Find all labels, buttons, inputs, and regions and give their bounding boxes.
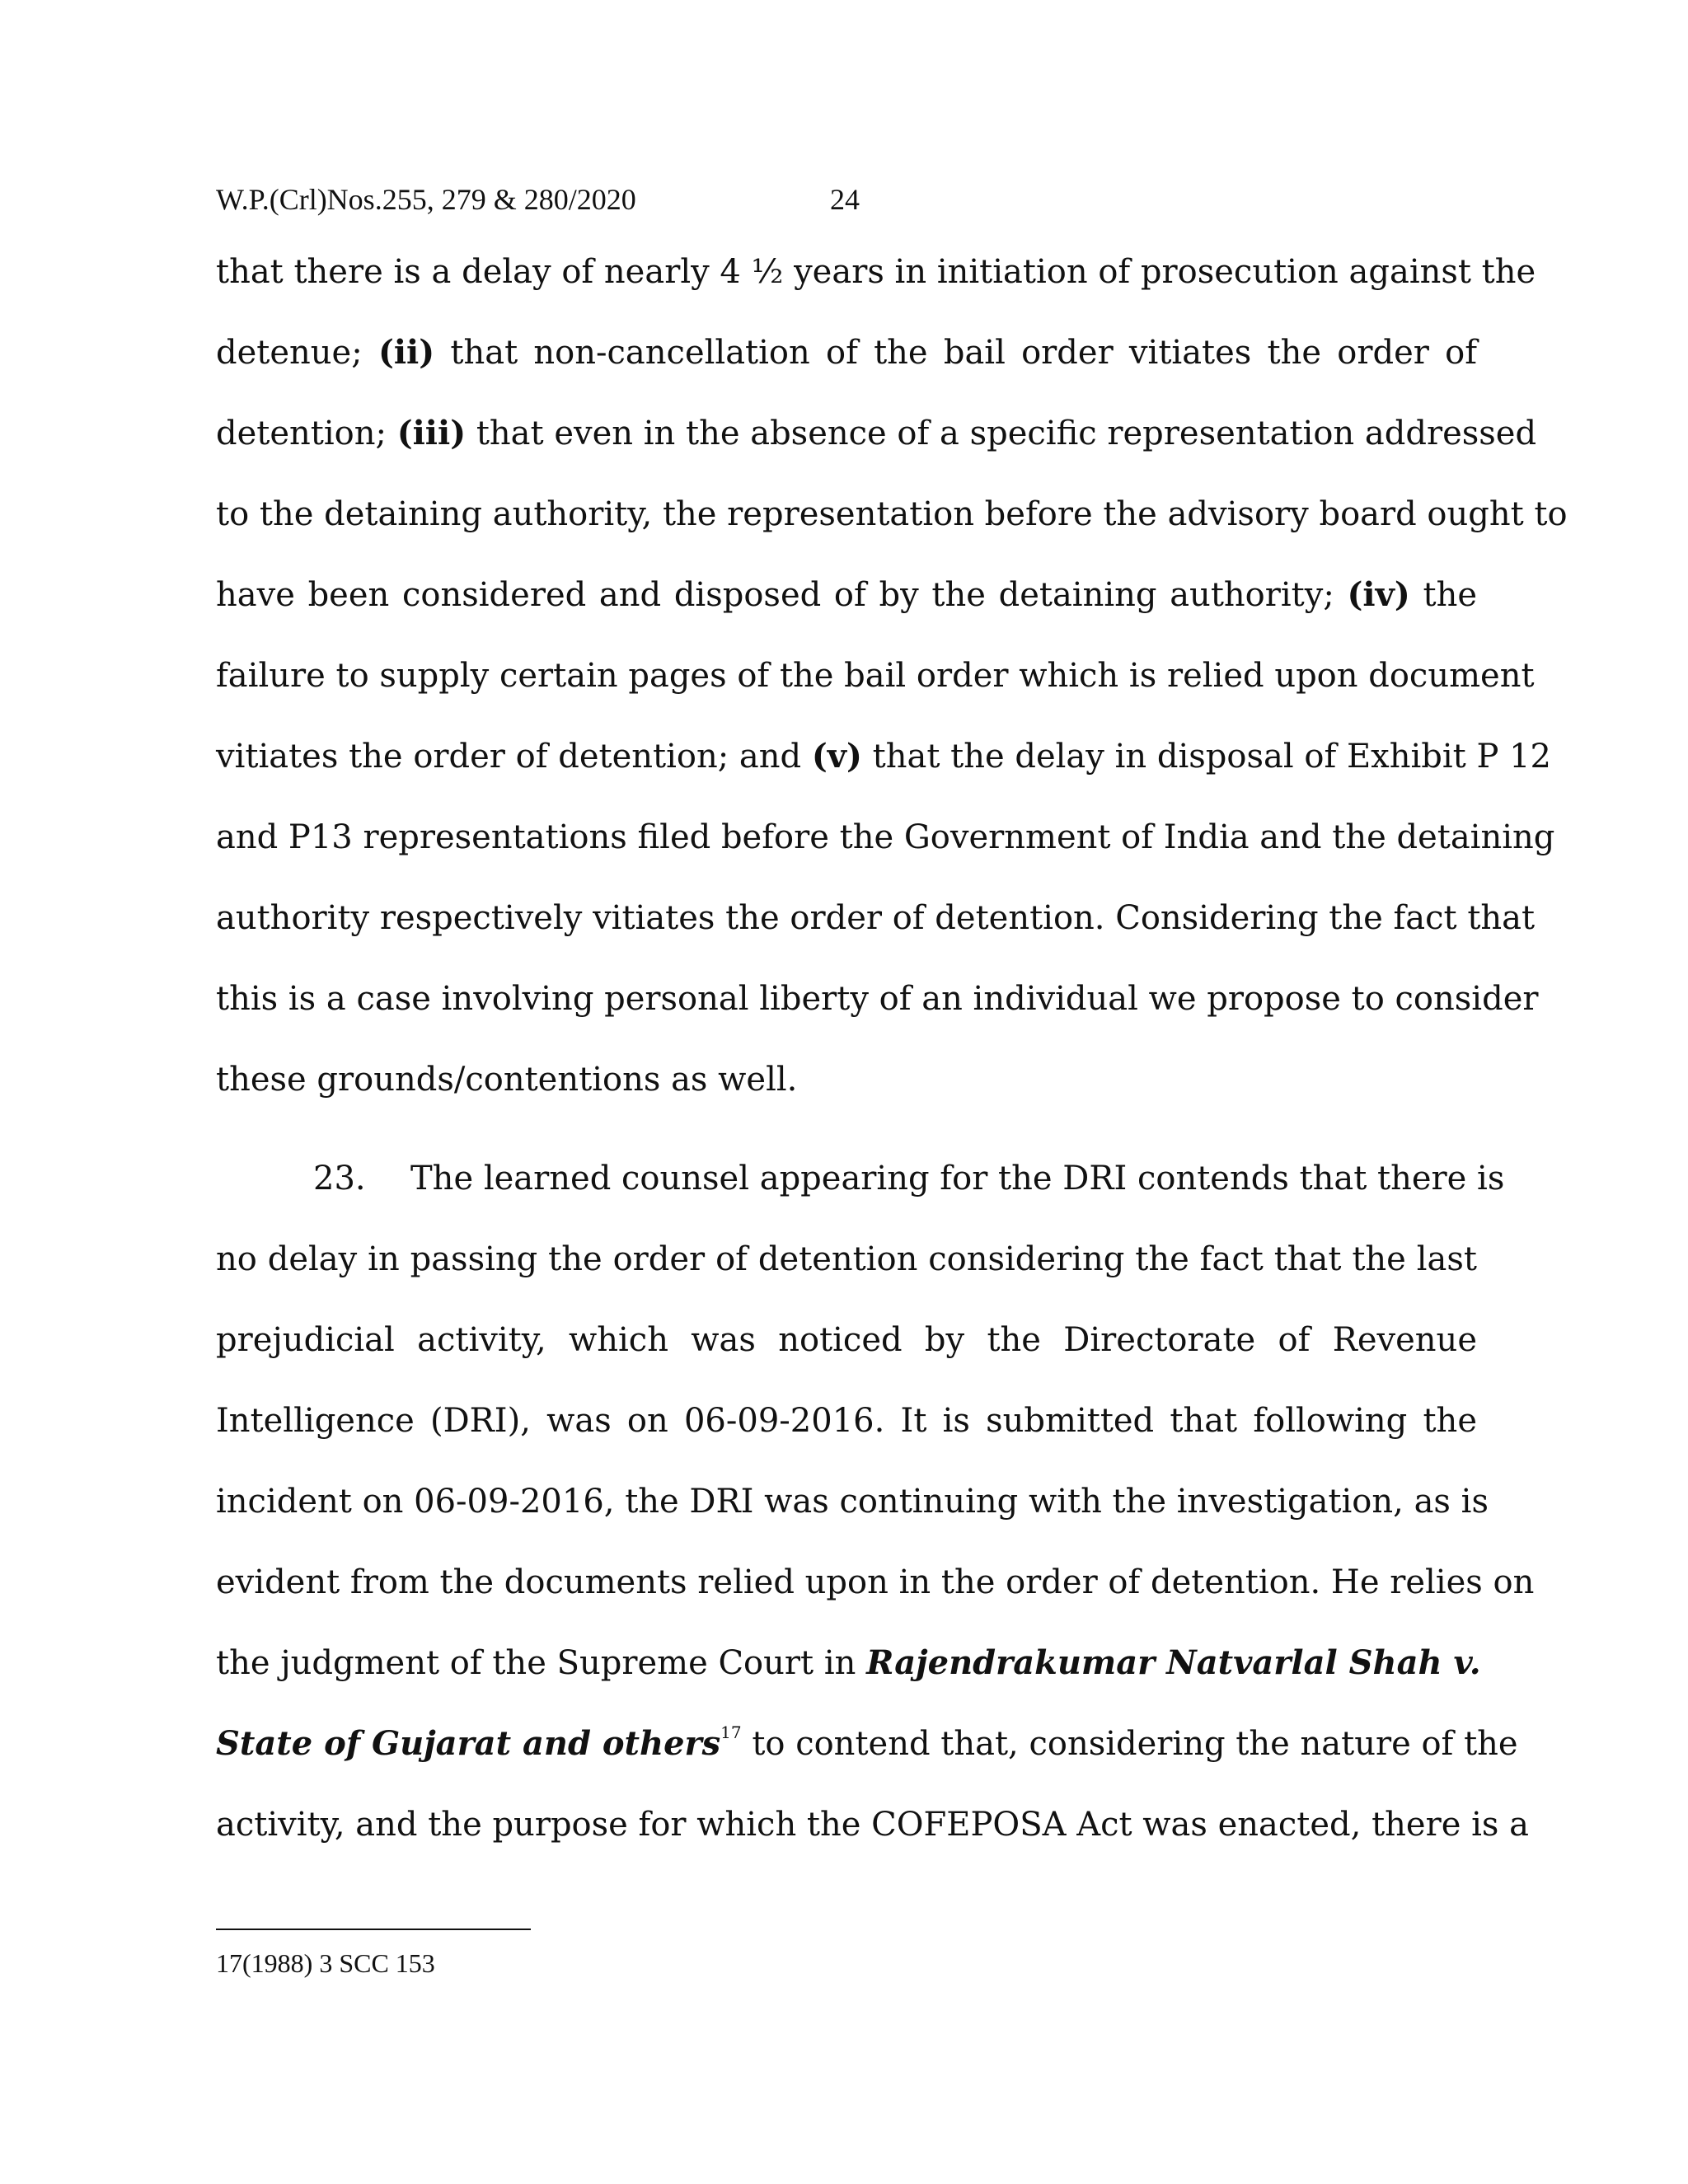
ground-marker-ii: (ii) — [377, 333, 435, 372]
text-line: prejudicial activity, which was noticed by the Directorate of Revenue — [216, 1321, 1477, 1359]
footnote-number: 17 — [216, 1948, 242, 1978]
case-name: Rajendrakumar Natvarlal Shah v. — [866, 1643, 1481, 1682]
text-line: vitiates the order of detention; and (v) that the delay in disposal of Exhibit P 12 — [216, 737, 1551, 776]
text-line: this is a case involving personal liberty of an individual we propose to consider — [216, 980, 1539, 1018]
paragraph-23-first-line: 23. The learned counsel appearing for the DRI contends that there is — [216, 1154, 1477, 1203]
text-line: these grounds/contentions as well. — [216, 1061, 798, 1099]
ground-marker-iv: (iv) — [1347, 575, 1410, 614]
text-line: detention; (iii) that even in the absence of a specific representation addressed — [216, 414, 1537, 452]
text-line: that there is a delay of nearly 4 ½ years in initiation of prosecution against the — [216, 253, 1536, 291]
text-line: and P13 representations filed before the Government of India and the detaining — [216, 818, 1555, 856]
text-line: detenue; (ii) that non-cancellation of the bail order vitiates the order of — [216, 333, 1477, 372]
ground-marker-v: (v) — [811, 737, 862, 776]
text-line: evident from the documents relied upon in the order of detention. He relies on — [216, 1563, 1535, 1601]
text-line: to the detaining authority, the representation before the advisory board ought to — [216, 495, 1568, 533]
text-line: Intelligence (DRI), was on 06-09-2016. It is submitted that following the — [216, 1402, 1477, 1440]
footnote-citation: (1988) 3 SCC 153 — [242, 1948, 435, 1978]
footnote-ref[interactable]: 17 — [720, 1722, 742, 1742]
text-line: the judgment of the Supreme Court in Rajendrakumar Natvarlal Shah v. — [216, 1643, 1481, 1682]
text-line: have been considered and disposed of by the detaining authority; (iv) the — [216, 575, 1477, 614]
text-line: incident on 06-09-2016, the DRI was continuing with the investigation, as is — [216, 1483, 1489, 1521]
page-number: 24 — [830, 183, 860, 216]
paragraph-number: 23. — [313, 1160, 366, 1197]
text-line: State of Gujarat and others$^{17}$ to contend that, considering the nature of the — [216, 1722, 1518, 1763]
case-name-cont: State of Gujarat and others — [216, 1724, 721, 1763]
ground-marker-iii: (iii) — [396, 414, 467, 452]
text-line: authority respectively vitiates the order of detention. Considering the fact that — [216, 899, 1536, 937]
text-line: no delay in passing the order of detention considering the fact that the last — [216, 1240, 1477, 1278]
footnote-divider — [216, 1929, 531, 1930]
text-line: activity, and the purpose for which the COFEPOSA Act was enacted, there is a — [216, 1806, 1529, 1844]
case-number: W.P.(Crl)Nos.255, 279 & 280/2020 — [216, 183, 636, 216]
page-header — [216, 180, 860, 219]
text-line: failure to supply certain pages of the bail order which is relied upon document — [216, 657, 1535, 695]
footnote — [216, 1947, 435, 1980]
